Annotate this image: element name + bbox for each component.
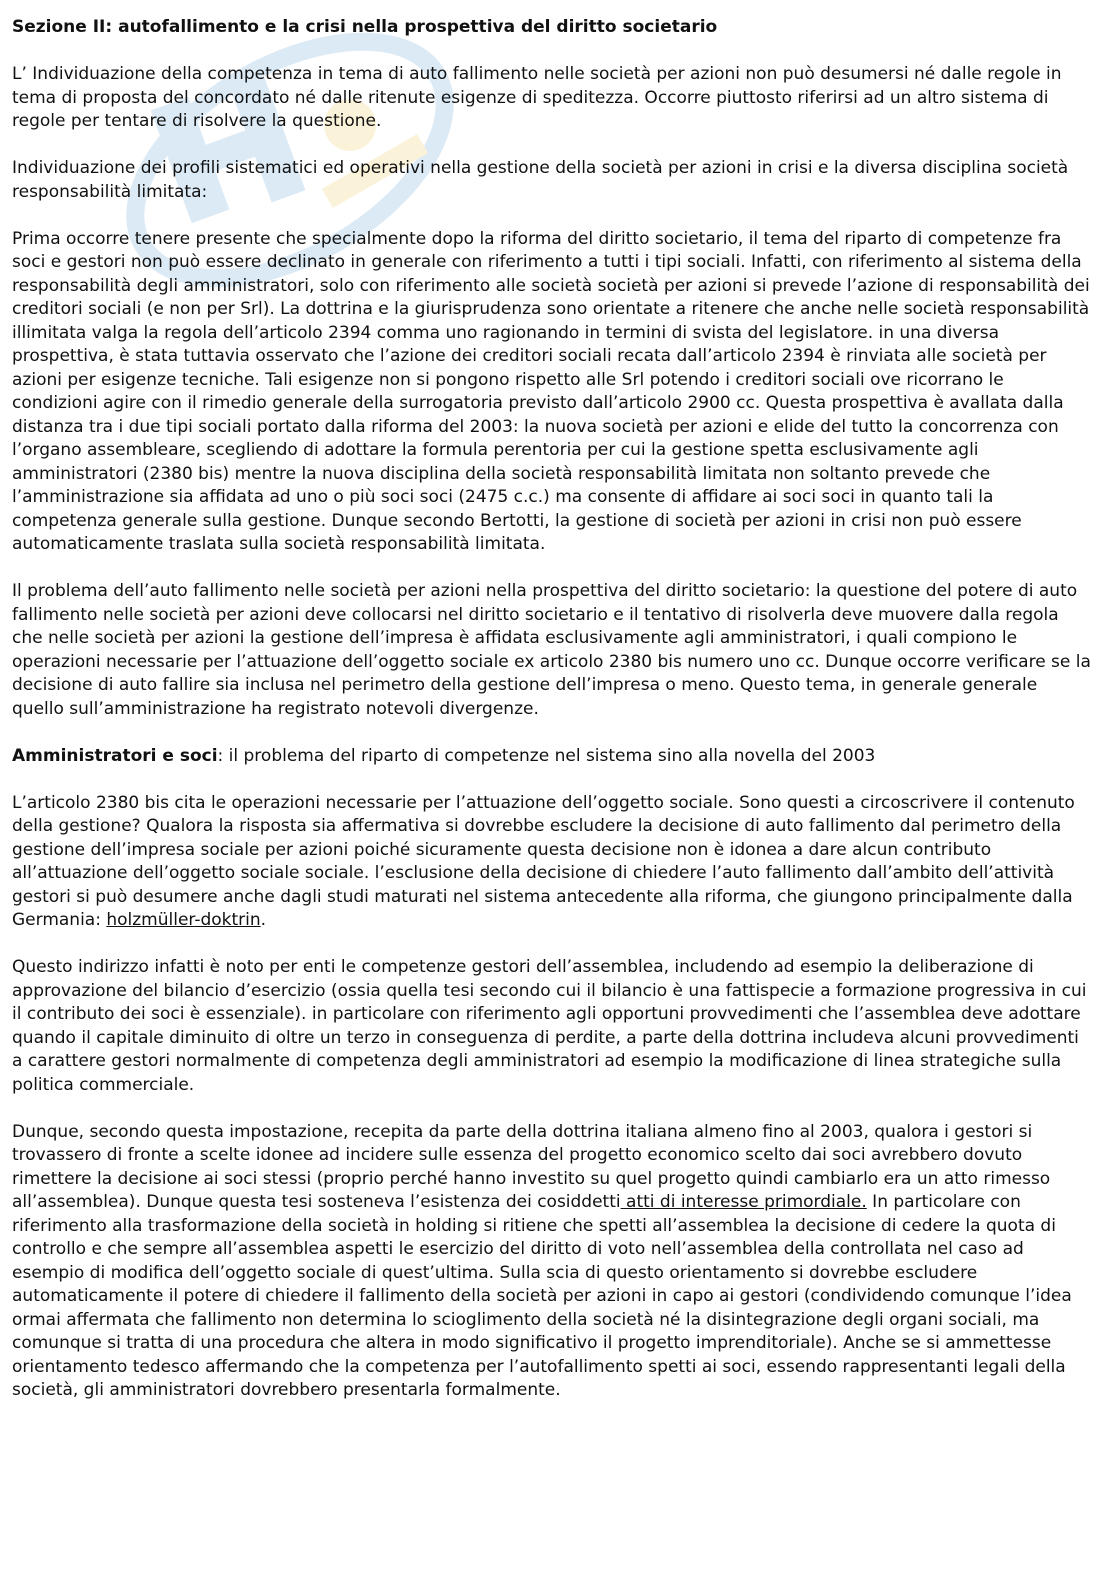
paragraph-8-end: In particolare con riferimento alla trasformazione della società in holding si ritiene che spetti all’assemblea la decisione di cedere la quota di controllo e che sempre all’assemblea aspetti le esercizio del diritto di voto nell’assemblea della controllata nel caso ad esempio di modifica dell’oggetto sociale di quest’ultima. Sulla scia di questo orientamento si dovrebbe escludere automaticamente il potere di chiedere il fallimento della società per azioni in capo ai gestori (condividendo comunque l’idea ormai affermata che fallimento non determina lo scioglimento della società né la disintegrazione degli organi sociali, ma comunque si tratta di una procedura che altera in modo significativo il progetto imprenditoriale). Anche se si ammettesse orientamento tedesco affermando che la competenza per l’autofallimento spetti ai soci, essendo rappresentanti legali della società, gli amministratori dovrebbero presentarla formalmente. <box>12 1192 1072 1400</box>
paragraph-6 <box>12 792 1092 933</box>
section-title: Sezione II: autofallimento e la crisi nella prospettiva del diritto societario <box>12 17 718 37</box>
paragraph-2: Individuazione dei profili sistematici ed operativi nella gestione della società per azioni in crisi e la diversa disciplina società responsabilità limitata: <box>12 158 1069 202</box>
paragraph-7: Questo indirizzo infatti è noto per enti le competenze gestori dell’assemblea, includendo ad esempio la deliberazione di approvazione del bilancio d’esercizio (ossia quella tesi secondo cui il bilancio è una fattispecie a formazione progressiva in cui il contributo dei soci è essenziale). in particolare con riferimento agli opportuni provvedimenti che l’assemblea deve adottare quando il capitale diminuito di oltre un terzo in conseguenza di perdite, a parte della dottrina includeva alcuni provvedimenti a carattere gestori normalmente di competenza degli amministratori ad esempio la modificazione di linea strategiche sulla politica commerciale. <box>12 957 1087 1095</box>
subheading-rest: : il problema del riparto di competenze nel sistema sino alla novella del 2003 <box>217 745 876 766</box>
paragraph-5 <box>12 745 1092 769</box>
paragraph-3: Prima occorre tenere presente che specialmente dopo la riforma del diritto societario, il tema del riparto di competenze fra soci e gestori non può essere declinato in generale con riferimento a tutti i tipi sociali. Infatti, con riferimento al sistema della responsabilità degli amministratori, solo con riferimento alle società società per azioni si prevede l’azione di responsabilità dei creditori sociali (e non per Srl). La dottrina e la giurisprudenza sono orientate a ritenere che anche nelle società responsabilità illimitata valga la regola dell’articolo 2394 comma uno ragionando in termini di svista del legislatore. in una diversa prospettiva, è stata tuttavia osservato che l’azione dei creditori sociali recata dall’articolo 2394 è rinviata alle società per azioni per esigenze tecniche. Tali esigenze non si pongono rispetto alle Srl potendo i creditori sociali ove ricorrano le condizioni agire con il rimedio generale della surrogatoria previsto dall’articolo 2900 cc. Questa prospettiva è avallata dalla distanza tra i due tipi sociali portato dalla riforma del 2003: la nuova società per azioni e elide del tutto la concorrenza con l’organo assembleare, scegliendo di adottare la formula perentoria per cui la gestione spetta esclusivamente agli amministratori (2380 bis) mentre la nuova disciplina della società responsabilità limitata non soltanto prevede che l’amministrazione sia affidata ad uno o più soci soci (2475 c.c.) ma consente di affidare ai soci soci in quanto tali la competenza generale sulla gestione. Dunque secondo Bertotti, la gestione di società per azioni in crisi non può essere automaticamente traslata sulla società responsabilità limitata. <box>12 228 1090 554</box>
paragraph-6-text: L’articolo 2380 bis cita le operazioni necessarie per l’attuazione dell’oggetto sociale. Sono questi a circoscrivere il contenuto della gestione? Qualora la risposta sia affermativa si dovrebbe escludere la decisione di auto fallimento dal perimetro della gestione dell’impresa sociale per azioni poiché sicuramente questa decisione non è idonea a dare alcun contributo all’attuazione dell’oggetto sociale sociale. l’esclusione della decisione di chiedere l’auto fallimento dall’ambito dell’attività gestori si può desumere anche dagli studi maturati nel sistema antecedente alla riforma, che giungono principalmente dalla Germania: <box>12 792 1075 930</box>
paragraph-4: Il problema dell’auto fallimento nelle società per azioni nella prospettiva del diritto societario: la questione del potere di auto fallimento nelle società per azioni deve collocarsi nel diritto societario e il tentativo di risolverla deve muovere dalla regola che nelle società per azioni la gestione dell’impresa è affidata esclusivamente agli amministratori, i quali compiono le operazioni necessarie per l’attuazione dell’oggetto sociale ex articolo 2380 bis numero uno cc. Dunque occorre verificare se la decisione di auto fallire sia inclusa nel perimetro della gestione dell’impresa o meno. Questo tema, in generale generale quello sull’amministrazione ha registrato notevoli divergenze. <box>12 581 1091 719</box>
paragraph-8-text: Dunque, secondo questa impostazione, recepita da parte della dottrina italiana almeno fino al 2003, qualora i gestori si trovassero di fronte a scelte idonee ad incidere sulle essenza del progetto economico scelto dai soci avrebbero dovuto rimettere la decisione ai soci stessi (proprio perché hanno investito su quel progetto quindi cambiarlo era un atto rimesso all’assemblea). Dunque questa tesi sosteneva l’esistenza dei cosiddetti <box>12 1121 1051 1212</box>
subheading-bold: Amministratori e soci <box>12 745 218 766</box>
atti-interesse-link[interactable]: atti di interesse primordiale. <box>620 1192 867 1212</box>
holzmuller-link[interactable]: holzmüller-doktrin <box>106 910 261 930</box>
paragraph-1: L’ Individuazione della competenza in tema di auto fallimento nelle società per azioni non può desumersi né dalle regole in tema di proposta del concordato né dalle ritenute esigenze di speditezza. Occorre piuttosto riferirsi ad un altro sistema di regole per tentare di risolvere la questione. <box>12 64 1062 131</box>
paragraph-8 <box>12 1121 1092 1403</box>
paragraph-6-end: . <box>260 910 267 930</box>
document-page <box>12 16 1092 1426</box>
